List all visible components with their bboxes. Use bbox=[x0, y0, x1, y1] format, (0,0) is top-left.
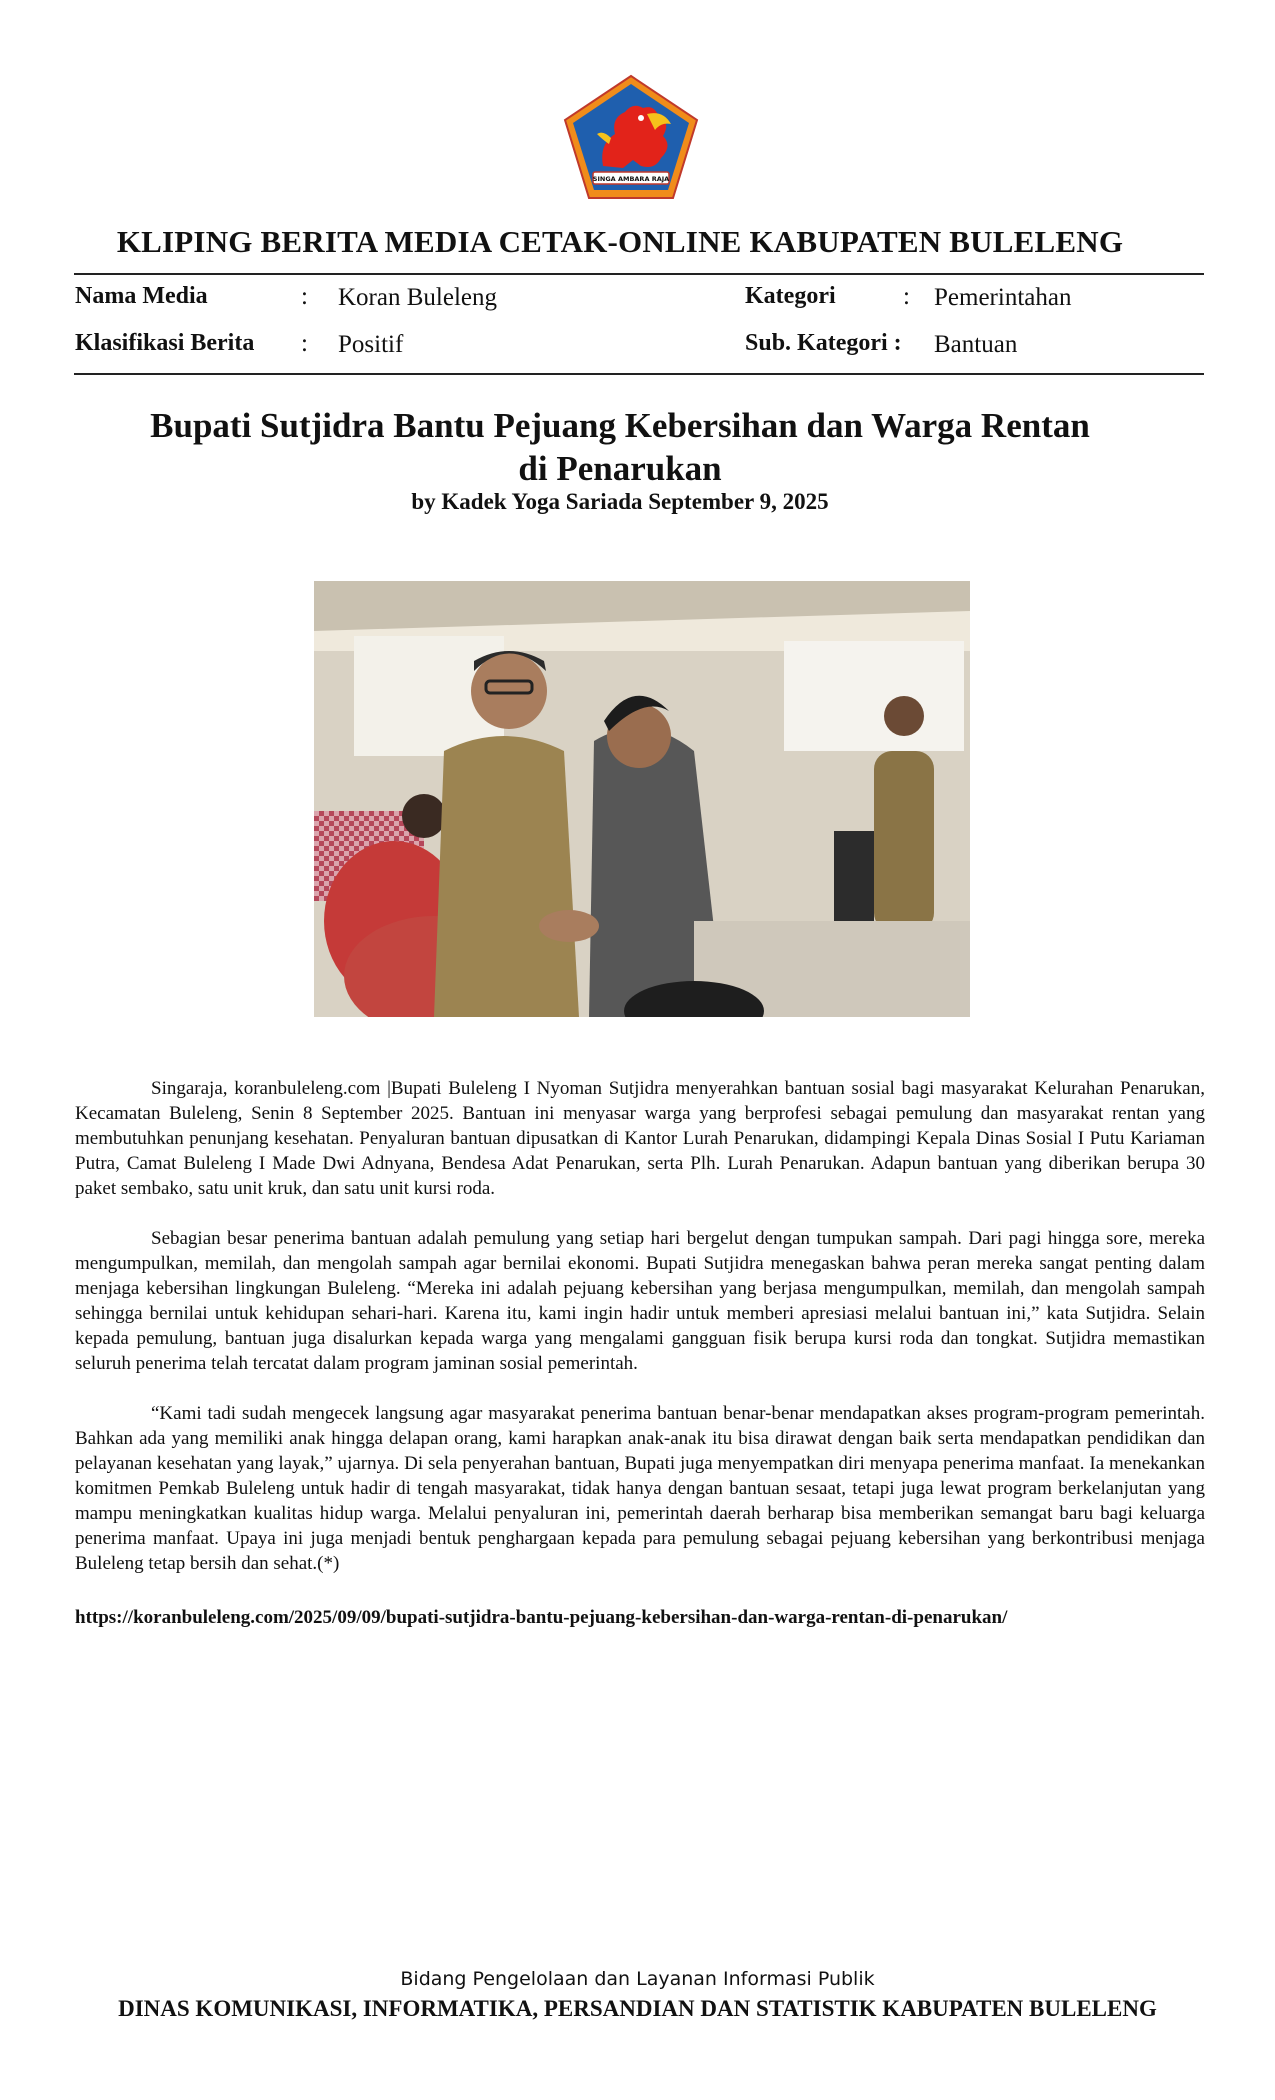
footer-agency: DINAS KOMUNIKASI, INFORMATIKA, PERSANDIAN DAN STATISTIK KABUPATEN BULELENG bbox=[118, 1996, 1157, 2021]
header-divider-top bbox=[74, 273, 1204, 275]
klasifikasi-label: Klasifikasi Berita bbox=[75, 330, 255, 356]
headline-line-1: Bupati Sutjidra Bantu Pejuang Kebersihan dan Warga Rentan bbox=[150, 406, 1090, 445]
article-paragraph: “Kami tadi sudah mengecek langsung agar masyarakat penerima bantuan benar-benar mendapatkan akses program-program pemerintah. Bahkan ada yang memiliki anak hingga delapan orang, kami harapkan anak-anak itu bisa dirawat dengan baik serta mendapatkan pendidikan dan pelayanan kesehatan yang layak,” ujarnya. Di sela penyerahan bantuan, Bupati juga menyempatkan diri menyapa penerima manfaat. Ia menekankan komitmen Pemkab Buleleng untuk hadir di tengah masyarakat, tidak hanya dengan bantuan sesaat, tetapi juga lewat program berkelanjutan yang mampu meningkatkan kualitas hidup warga. Melalui penyaluran ini, pemerintah daerah berharap bisa memberikan semangat baru bagi keluarga penerima manfaat. Upaya ini juga menjadi bentuk penghargaan kepada para pemulung sebagai pejuang kebersihan yang berkontribusi menjaga Buleleng tetap bersih dan sehat.(*) bbox=[75, 1403, 1205, 1574]
article-byline: by Kadek Yoga Sariada September 9, 2025 bbox=[411, 489, 829, 514]
emblem-motto: SINGA AMBARA RAJA bbox=[592, 175, 670, 183]
source-link[interactable]: https://koranbuleleng.com/2025/09/09/bupati-sutjidra-bantu-pejuang-kebersihan-dan-warga-rentan-di-penarukan/ bbox=[75, 1607, 1008, 1628]
article-photo bbox=[314, 581, 970, 1017]
header-divider-bottom bbox=[74, 373, 1204, 375]
article-paragraph: Singaraja, koranbuleleng.com |Bupati Buleleng I Nyoman Sutjidra menyerahkan bantuan sosial bagi masyarakat Kelurahan Penarukan, Kecamatan Buleleng, Senin 8 September 2025. Bantuan ini menyasar warga yang berprofesi sebagai pemulung dan masyarakat rentan yang membutuhkan penunjang kesehatan. Penyaluran bantuan dipusatkan di Kantor Lurah Penarukan, didampingi Kepala Dinas Sosial I Putu Kariaman Putra, Camat Buleleng I Made Dwi Adnyana, Bendesa Adat Penarukan, serta Plh. Lurah Penarukan. Adapun bantuan yang diberikan berupa 30 paket sembako, satu unit kruk, dan satu unit kursi roda. bbox=[75, 1078, 1205, 1199]
nama-media-label: Nama Media bbox=[75, 283, 208, 309]
nama-media-value: Koran Buleleng bbox=[338, 284, 497, 311]
sub-kategori-label: Sub. Kategori : bbox=[745, 330, 902, 356]
nama-media-colon: : bbox=[301, 283, 308, 310]
article-paragraph: Sebagian besar penerima bantuan adalah pemulung yang setiap hari bergelut dengan tumpukan sampah. Dari pagi hingga sore, mereka mengumpulkan, memilah, dan mengolah sampah agar bernilai ekonomi. Bupati Sutjidra menegaskan bahwa peran mereka sangat penting dalam menjaga kebersihan lingkungan Buleleng. “Mereka ini adalah pejuang kebersihan yang berjasa mengumpulkan, memilah, dan mengolah sampah sehingga bernilai untuk kehidupan sehari-hari. Karena itu, kami ingin hadir untuk memberi apresiasi melalui bantuan ini,” kata Sutjidra. Selain kepada pemulung, bantuan juga disalurkan kepada warga yang mengalami gangguan fisik berupa kursi roda dan tongkat. Sutjidra memastikan seluruh penerima telah tercatat dalam program jaminan sosial pemerintah. bbox=[75, 1228, 1205, 1374]
kategori-value: Pemerintahan bbox=[934, 284, 1072, 311]
kategori-colon: : bbox=[903, 283, 910, 310]
article-headline bbox=[70, 404, 1170, 490]
article-body bbox=[75, 1076, 1205, 1601]
buleleng-regency-emblem-icon bbox=[563, 74, 699, 200]
sub-kategori-value: Bantuan bbox=[934, 331, 1018, 358]
klasifikasi-value: Positif bbox=[338, 331, 404, 358]
clipping-title: KLIPING BERITA MEDIA CETAK-ONLINE KABUPATEN BULELENG bbox=[116, 224, 1124, 259]
klasifikasi-colon: : bbox=[301, 330, 308, 357]
headline-line-2: di Penarukan bbox=[518, 449, 722, 488]
footer-department: Bidang Pengelolaan dan Layanan Informasi Publik bbox=[400, 1968, 875, 1990]
kategori-label: Kategori bbox=[745, 283, 836, 309]
